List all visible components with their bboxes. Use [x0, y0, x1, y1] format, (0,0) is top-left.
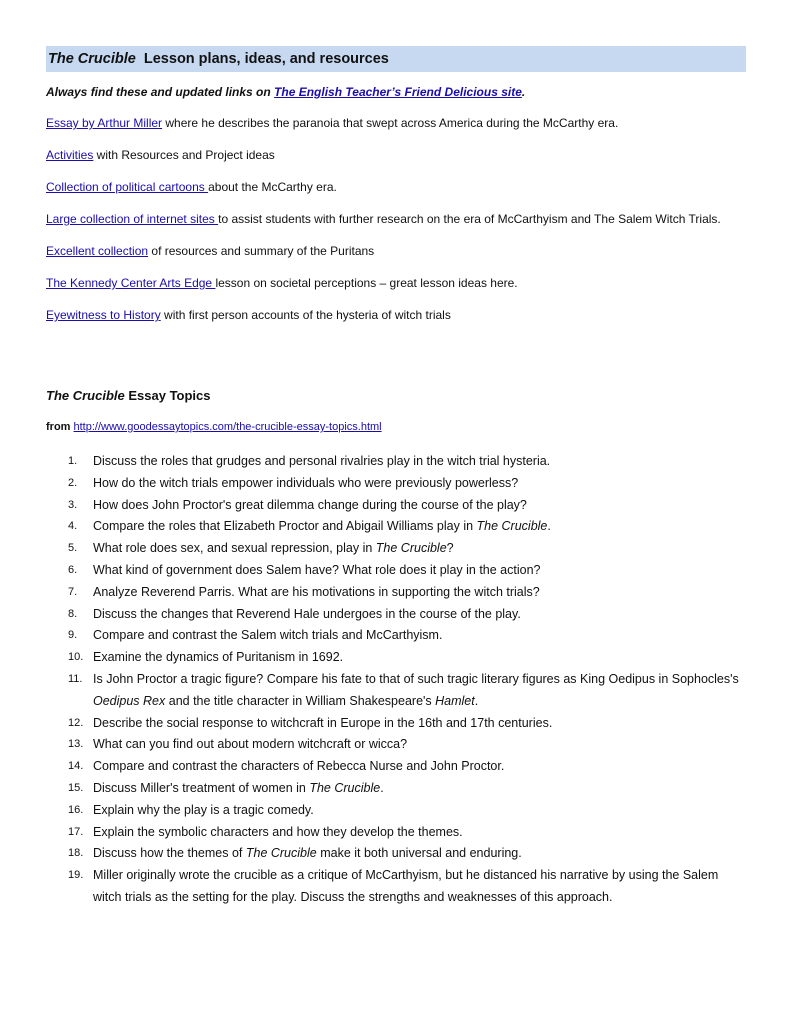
topic-text: Discuss how the themes of	[93, 846, 246, 861]
page-title	[46, 46, 746, 72]
title-italic: The Crucible	[48, 51, 136, 67]
topic-number: 13.	[68, 738, 84, 751]
source-link[interactable]: http://www.goodessaytopics.com/the-crucible-essay-topics.html	[73, 421, 382, 433]
resource-item	[46, 242, 746, 261]
topic-text: and the title character in William Shakespeare's	[165, 693, 436, 708]
topic-number: 6.	[68, 563, 78, 576]
resource-text: about the McCarthy era.	[208, 180, 337, 194]
topic-number: 2.	[68, 476, 78, 489]
resource-item	[46, 178, 746, 197]
topic-number: 19.	[68, 869, 84, 882]
topic-text: Explain why the play is a tragic comedy.	[93, 802, 314, 817]
topic-text: What role does sex, and sexual repression, play in	[93, 541, 376, 556]
resource-link[interactable]: Eyewitness to History	[46, 308, 161, 322]
topic-item	[46, 473, 746, 495]
topic-item	[46, 822, 746, 844]
topic-title-italic: The Crucible	[309, 780, 381, 795]
topic-title-italic: The Crucible	[245, 846, 317, 861]
topic-text: .	[474, 693, 479, 708]
topic-text: How does John Proctor's great dilemma change during the course of the play?	[93, 497, 527, 512]
intro-line	[46, 84, 746, 100]
topic-number: 8.	[68, 607, 78, 620]
topic-text: Is John Proctor a tragic figure? Compare his fate to that of such tragic literary figures as King Oedipus in Sophocles's	[93, 671, 739, 686]
topic-number: 16.	[68, 803, 84, 816]
topic-item	[46, 843, 746, 865]
resource-text: of resources and summary of the Puritans	[148, 244, 375, 258]
topic-number: 9.	[68, 629, 78, 642]
intro-suffix: .	[521, 85, 526, 99]
topic-text: Examine the dynamics of Puritanism in 1692.	[93, 650, 344, 665]
resource-text: with Resources and Project ideas	[93, 148, 275, 162]
intro-prefix: Always find these and updated links on	[46, 85, 275, 99]
essay-topics-heading	[46, 388, 746, 403]
resource-text: to assist students with further research on the era of McCarthyism and The Salem Witch Trials.	[218, 212, 721, 226]
topic-number: 11.	[68, 672, 83, 685]
topic-item	[46, 604, 746, 626]
topic-text: Compare and contrast the characters of Rebecca Nurse and John Proctor.	[93, 759, 505, 774]
resource-link[interactable]: Activities	[46, 148, 94, 162]
source-label: from	[46, 421, 74, 433]
resource-text: with first person accounts of the hysteria of witch trials	[160, 308, 451, 322]
topic-item	[46, 582, 746, 604]
topic-number: 15.	[68, 781, 84, 794]
topic-text: .	[380, 780, 384, 795]
resource-text: where he describes the paranoia that swept across America during the McCarthy era.	[162, 116, 619, 130]
resource-link[interactable]: Excellent collection	[46, 244, 149, 258]
resource-item	[46, 114, 746, 133]
topic-text: Compare the roles that Elizabeth Proctor and Abigail Williams play in	[93, 519, 477, 534]
resource-item	[46, 210, 746, 229]
topic-number: 7.	[68, 585, 78, 598]
topic-text: make it both universal and enduring.	[316, 846, 522, 861]
resource-link[interactable]: Essay by Arthur Miller	[46, 116, 163, 130]
topic-text: .	[547, 519, 551, 534]
resource-link[interactable]: The Kennedy Center Arts Edge	[46, 276, 216, 290]
topic-item	[46, 669, 746, 713]
topic-title-italic: Oedipus Rex	[93, 693, 166, 708]
source-line	[46, 421, 746, 433]
topic-number: 12.	[68, 716, 84, 729]
topic-text: What kind of government does Salem have? What role does it play in the action?	[93, 562, 541, 577]
topic-number: 5.	[68, 542, 78, 555]
topic-number: 4.	[68, 520, 78, 533]
topic-number: 10.	[68, 651, 84, 664]
topic-item	[46, 756, 746, 778]
topic-title-italic: The Crucible	[375, 541, 447, 556]
delicious-site-link[interactable]: The English Teacher’s Friend Delicious site	[274, 85, 522, 99]
topic-text: What can you find out about modern witchcraft or wicca?	[93, 737, 408, 752]
topic-item	[46, 516, 746, 538]
topic-item	[46, 865, 746, 909]
topic-item	[46, 734, 746, 756]
topic-number: 17.	[68, 825, 84, 838]
topic-number: 3.	[68, 498, 78, 511]
document-page	[46, 46, 746, 909]
essay-topics-list	[46, 451, 746, 909]
topic-text: Discuss the changes that Reverend Hale undergoes in the course of the play.	[93, 606, 521, 621]
topic-item	[46, 625, 746, 647]
essay-title-italic: The Crucible	[46, 388, 125, 403]
topic-item	[46, 495, 746, 517]
resource-link[interactable]: Large collection of internet sites	[46, 212, 219, 226]
topic-text: Discuss Miller's treatment of women in	[93, 780, 310, 795]
topic-text: Miller originally wrote the crucible as a critique of McCarthyism, but he distanced his narrative by using the Salem witch trials as the setting for the play. Discuss the strengths and weaknesses of this approach.	[93, 868, 719, 904]
resource-item	[46, 306, 746, 325]
topic-number: 14.	[68, 760, 84, 773]
topic-text: Compare and contrast the Salem witch trials and McCarthyism.	[93, 628, 443, 643]
topic-item	[46, 647, 746, 669]
topic-item	[46, 451, 746, 473]
topic-text: ?	[446, 541, 454, 556]
resource-item	[46, 274, 746, 293]
topic-item	[46, 538, 746, 560]
resource-item	[46, 146, 746, 165]
topic-number: 18.	[68, 847, 84, 860]
resource-text: lesson on societal perceptions – great lesson ideas here.	[215, 276, 518, 290]
topic-text: Discuss the roles that grudges and personal rivalries play in the witch trial hysteria.	[93, 454, 551, 468]
topic-text: Analyze Reverend Parris. What are his motivations in supporting the witch trials?	[93, 584, 540, 599]
topic-title-italic: Hamlet	[435, 693, 475, 708]
topic-item	[46, 800, 746, 822]
topic-text: Describe the social response to witchcraft in Europe in the 16th and 17th centuries.	[93, 715, 553, 730]
topic-title-italic: The Crucible	[476, 519, 548, 534]
topic-item	[46, 778, 746, 800]
topic-text: How do the witch trials empower individuals who were previously powerless?	[93, 475, 519, 490]
topic-text: Explain the symbolic characters and how they develop the themes.	[93, 824, 463, 839]
topic-number: 1.	[68, 455, 78, 467]
resource-link[interactable]: Collection of political cartoons	[46, 180, 209, 194]
title-rest: Lesson plans, ideas, and resources	[143, 51, 389, 67]
essay-title-rest: Essay Topics	[124, 388, 211, 403]
topic-item	[46, 560, 746, 582]
topic-item	[46, 713, 746, 735]
